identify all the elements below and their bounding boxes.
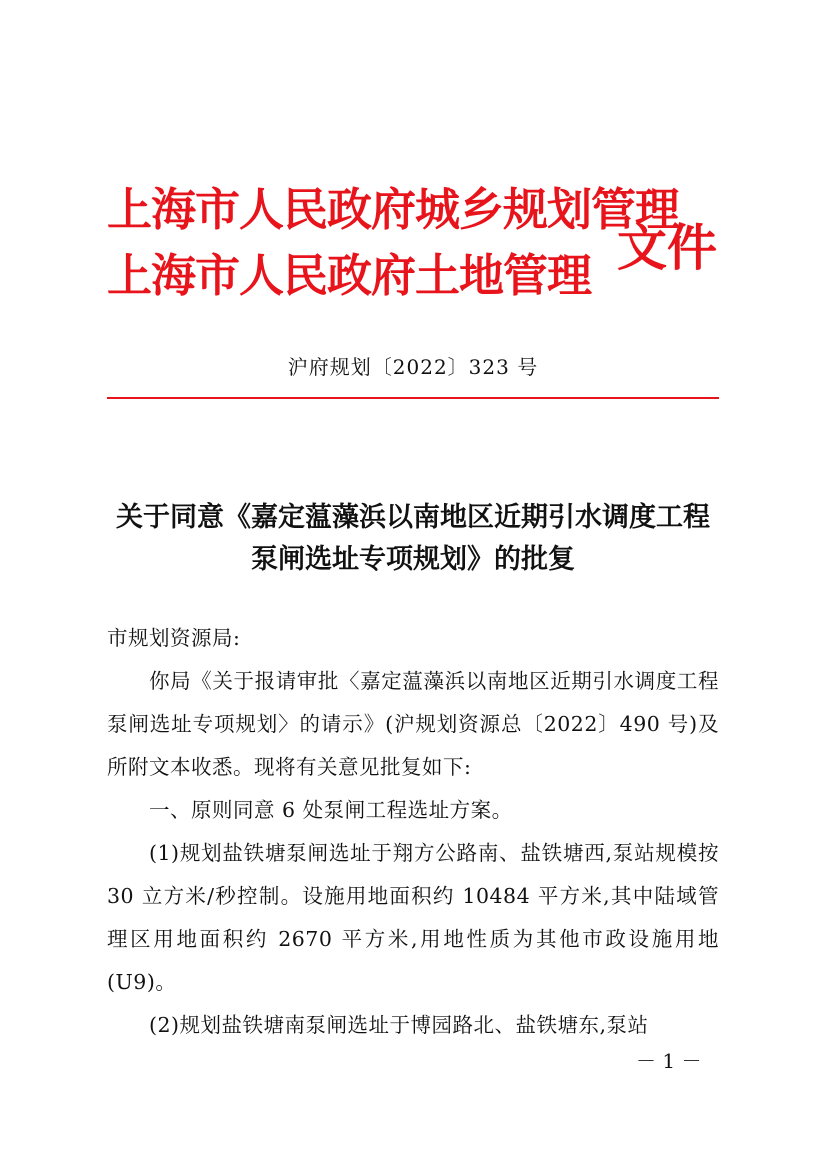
header-divider [107, 397, 719, 399]
title-line-2: 泵闸选址专项规划》的批复 [251, 544, 575, 575]
document-type: 文件 [617, 218, 717, 277]
document-number: 沪府规划〔2022〕323 号 [287, 355, 539, 379]
title-line-1: 关于同意《嘉定蕰藻浜以南地区近期引水调度工程 [116, 502, 710, 533]
paragraph-3: (1)规划盐铁塘泵闸选址于翔方公路南、盐铁塘西,泵站规模按 30 立方米/秒控制。设施用地面积约 10484 平方米,其中陆域管理区用地面积约 2670 平方米,用地性质为其他市政设施用地(U9)。 [107, 841, 719, 994]
paragraph-1: 你局《关于报请审批〈嘉定蕰藻浜以南地区近期引水调度工程泵闸选址专项规划〉的请示》(沪规划资源总〔2022〕490 号)及所附文本收悉。现将有关意见批复如下: [107, 669, 719, 779]
issuer-line-1: 上海市人民政府城乡规划管理 [107, 183, 680, 236]
paragraph-4: (2)规划盐铁塘南泵闸选址于博园路北、盐铁塘东,泵站 [149, 1013, 649, 1037]
issuer-line-2: 上海市人民政府土地管理 [107, 249, 592, 302]
body-text [107, 617, 719, 1047]
page-number: － 1 － [636, 1049, 702, 1073]
salutation: 市规划资源局: [107, 626, 241, 650]
paragraph-2: 一、原则同意 6 处泵闸工程选址方案。 [149, 798, 513, 822]
document-header [107, 178, 717, 318]
